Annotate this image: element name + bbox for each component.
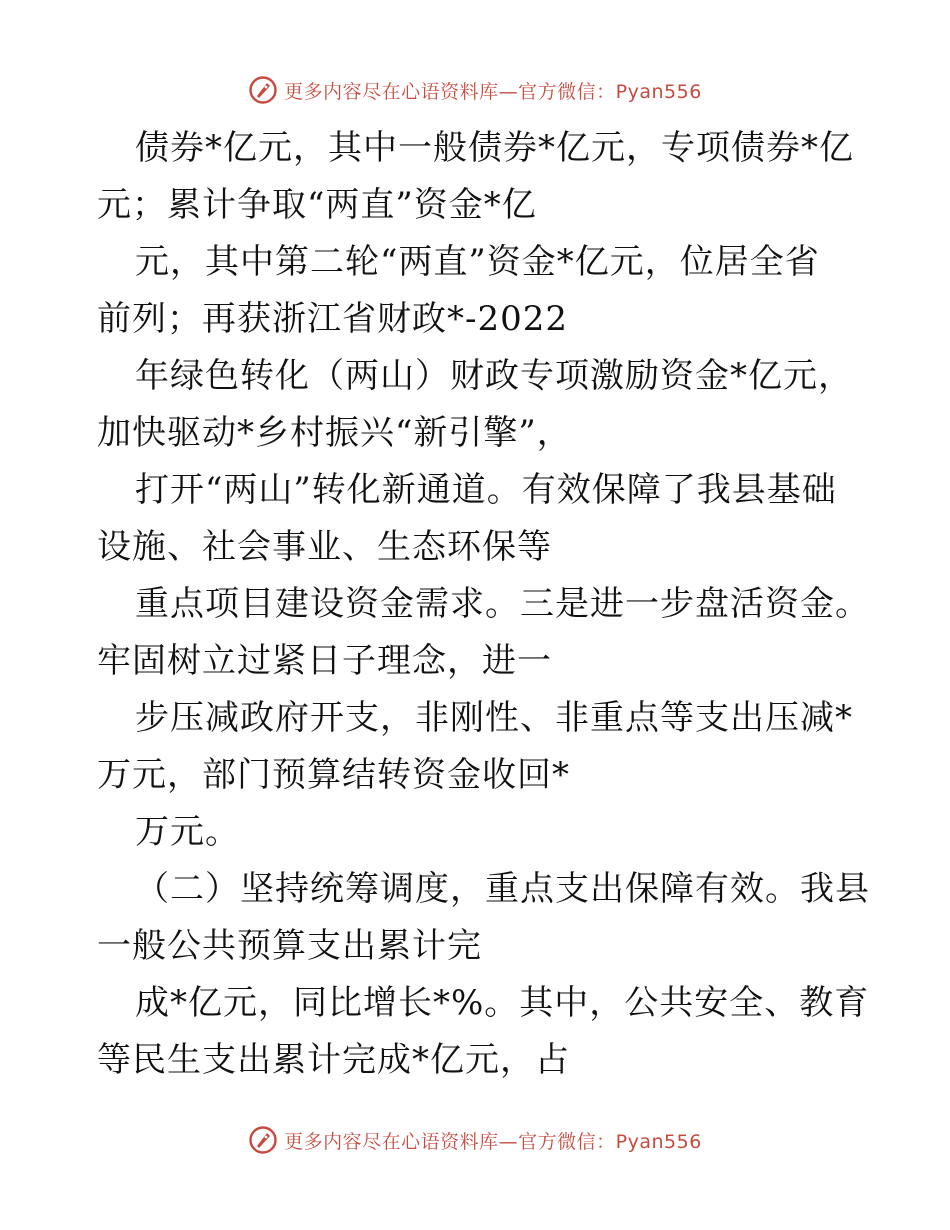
paragraph-line: 前列；再获浙江省财政*-2022: [97, 299, 569, 339]
header-banner-text: 更多内容尽在心语资料库—官方微信：Pyan556: [284, 80, 702, 103]
paragraph-line: 元，其中第二轮“两直”资金*亿元，位居全省: [135, 242, 820, 282]
paragraph-line: 步压减政府开支，非刚性、非重点等支出压减*: [135, 698, 853, 738]
paragraph-line: 加快驱动*乡村振兴“新引擎”，: [97, 413, 572, 453]
paragraph-line: 牢固树立过紧日子理念，进一: [97, 641, 552, 681]
header-watermark-banner: [0, 70, 950, 110]
paragraph-line: 成*亿元，同比增长*%。其中，公共安全、教育: [135, 983, 870, 1023]
paragraph-line: （二）坚持统筹调度，重点支出保障有效。我县: [135, 869, 870, 909]
paragraph-line: 万元，部门预算结转资金收回*: [97, 755, 570, 795]
paragraph-line: 年绿色转化（两山）财政专项激励资金*亿元，: [135, 356, 853, 396]
paragraph-line: 设施、社会事业、生态环保等: [97, 527, 552, 567]
pen-nib-logo-icon: [248, 75, 278, 105]
paragraph-line: 重点项目建设资金需求。三是进一步盘活资金。: [135, 584, 870, 624]
paragraph-line: 等民生支出累计完成*亿元，占: [97, 1040, 570, 1080]
pen-nib-logo-icon: [248, 1125, 278, 1155]
paragraph-line: 债券*亿元，其中一般债券*亿元，专项债券*亿: [135, 128, 854, 168]
paragraph-line: 元；累计争取“两直”资金*亿: [97, 185, 537, 225]
footer-banner-text: 更多内容尽在心语资料库—官方微信：Pyan556: [284, 1130, 702, 1153]
paragraph-line: 一般公共预算支出累计完: [97, 926, 482, 966]
paragraph-line: 万元。: [135, 812, 240, 852]
body-text: [97, 120, 870, 1089]
paragraph-line: 打开“两山”转化新通道。有效保障了我县基础: [135, 470, 837, 510]
footer-watermark-banner: [0, 1120, 950, 1160]
